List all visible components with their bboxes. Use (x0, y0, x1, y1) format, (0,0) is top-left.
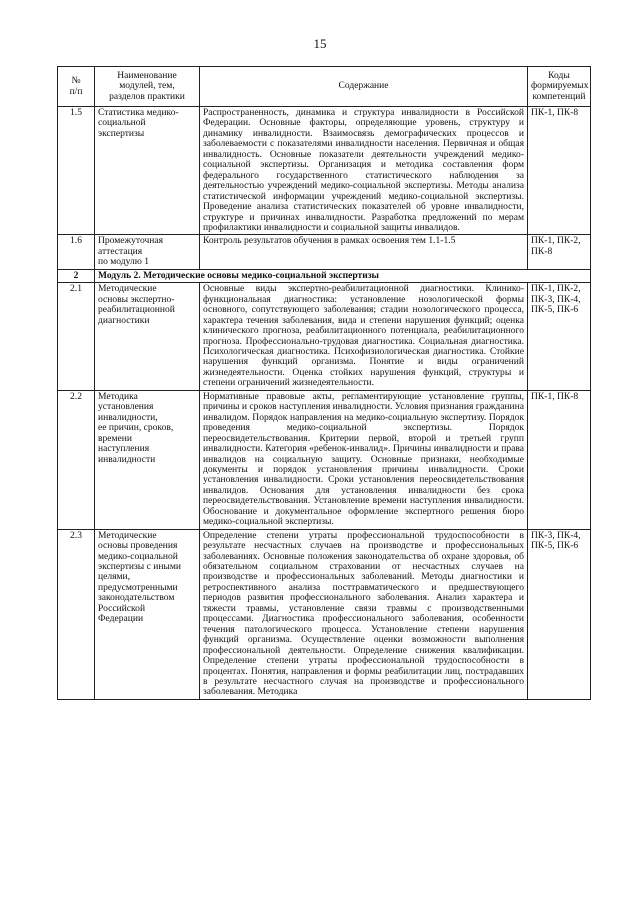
row-number: 1.6 (58, 235, 95, 269)
row-competency-codes: ПК-1, ПК-2, ПК-8 (528, 235, 591, 269)
header-num: № п/п (58, 67, 95, 107)
table-row-2-2 (58, 390, 591, 529)
table-row-2-3 (58, 529, 591, 699)
row-topic-name: Статистика медико- социальной экспертизы (95, 107, 200, 235)
row-competency-codes: ПК-3, ПК-4, ПК-5, ПК-6 (528, 529, 591, 699)
header-competency-codes: Коды формируемых компетенций (528, 67, 591, 107)
row-topic-name: Методические основы проведения медико-социальной экспертизы с иными целями, предусмотренными законодательством Российской Федерации (95, 529, 200, 699)
table-header-row (58, 67, 591, 107)
table-row-1-5 (58, 107, 591, 235)
header-module-name: Наименование модулей, тем, разделов практики (95, 67, 200, 107)
row-content: Нормативные правовые акты, регламентирующие установление группы, причины и сроков наступления инвалидности. Условия признания гражданина инвалидом. Порядок направления на медико-социальную экспертизу. Порядок проведения медико-социальной экспертизы. Порядок переосвидетельствования. Критерии первой, второй и третьей групп инвалидности. Категория «ребенок-инвалид». Причины инвалидности и права инвалидов на социальную защиту. Основные признаки, необходимые документы и порядок установления причины инвалидности. Сроки установления инвалидности. Сроки установления переосвидетельствования инвалидов. Основания для установления инвалидности без срока переосвидетельствования. Установление времени наступления инвалидности. Обоснование и документальное оформление экспертного решения бюро медико-социальной экспертизы. (200, 390, 528, 529)
row-number: 2.2 (58, 390, 95, 529)
module-header-row (58, 269, 591, 282)
row-content: Контроль результатов обучения в рамках освоения тем 1.1-1.5 (200, 235, 528, 269)
row-topic-name: Методика установления инвалидности, ее причин, сроков, времени наступления инвалидности (95, 390, 200, 529)
table-row-1-6 (58, 235, 591, 269)
row-number: 2.3 (58, 529, 95, 699)
header-content: Содержание (200, 67, 528, 107)
row-number: 2.1 (58, 283, 95, 391)
table-row-2-1 (58, 283, 591, 391)
row-content: Распространенность, динамика и структура инвалидности в Российской Федерации. Основные факторы, определяющие уровень, структуру и динамику инвалидности. Взаимосвязь демографических процессов и заболеваемости с показателями инвалидности населения. Первичная и общая инвалидность. Основные показатели деятельности учреждений медико-социальной экспертизы. Организация и методика составления форм федерального государственного статистического наблюдения за деятельностью учреждений медико-социальной экспертизы. Методы анализа статистической информации учреждений медико-социальной экспертизы. Проведение анализа статистических показателей об уровне инвалидности, структуре и причинах инвалидности. Разработка предложений по мерам профилактики инвалидности и социальной защиты инвалидов. (200, 107, 528, 235)
row-competency-codes: ПК-1, ПК-8 (528, 107, 591, 235)
row-content: Определение степени утраты профессиональной трудоспособности в результате несчастных случаев на производстве и профессиональных заболеваниях. Основные положения законодательства об охране здоровья, об обязательном социальном страховании от несчастных случаев на производстве и профессиональных заболеваний. Методы диагностики и ретроспективного анализа посттравматического и предшествующего периодов развития профессионального заболевания. Анализ характера и тяжести травмы, установление связи травмы с производственными процессами. Диагностика профессионального заболевания, особенности течения патологического процесса. Установление степени нарушения функций организма. Осуществление оценки возможности выполнения профессиональной деятельности. Определение снижения квалификации. Определение степени утраты профессиональной трудоспособности в процентах. Понятия, направления и формы реабилитации лиц, пострадавших в результате несчастного случая на производстве и профессионального заболевания. Методика (200, 529, 528, 699)
row-content: Основные виды экспертно-реабилитационной диагностики. Клинико-функциональная диагностика: установление нозологической формы основного, сопутствующего заболевания; стадии нозологического процесса, характера течения заболевания, вида и степени нарушения функций; оценка клинического прогноза, реабилитационного потенциала, реабилитационного прогноза. Профессионально-трудовая диагностика. Социальная диагностика. Психологическая диагностика. Психофизиологическая диагностика. Стойкие нарушения функций организма. Понятие и виды ограничений жизнедеятельности. Оценка стойких нарушения функций, структуры и степени ограничений жизнедеятельности. (200, 283, 528, 391)
row-competency-codes: ПК-1, ПК-2, ПК-3, ПК-4, ПК-5, ПК-6 (528, 283, 591, 391)
row-topic-name: Методические основы экспертно- реабилитационной диагностики (95, 283, 200, 391)
row-number: 1.5 (58, 107, 95, 235)
module-number: 2 (58, 269, 95, 282)
curriculum-table (57, 66, 591, 700)
page-number: 15 (313, 36, 327, 51)
row-competency-codes: ПК-1, ПК-8 (528, 390, 591, 529)
module-title: Модуль 2. Методические основы медико-социальной экспертизы (95, 269, 591, 282)
row-topic-name: Промежуточная аттестация по модулю 1 (95, 235, 200, 269)
